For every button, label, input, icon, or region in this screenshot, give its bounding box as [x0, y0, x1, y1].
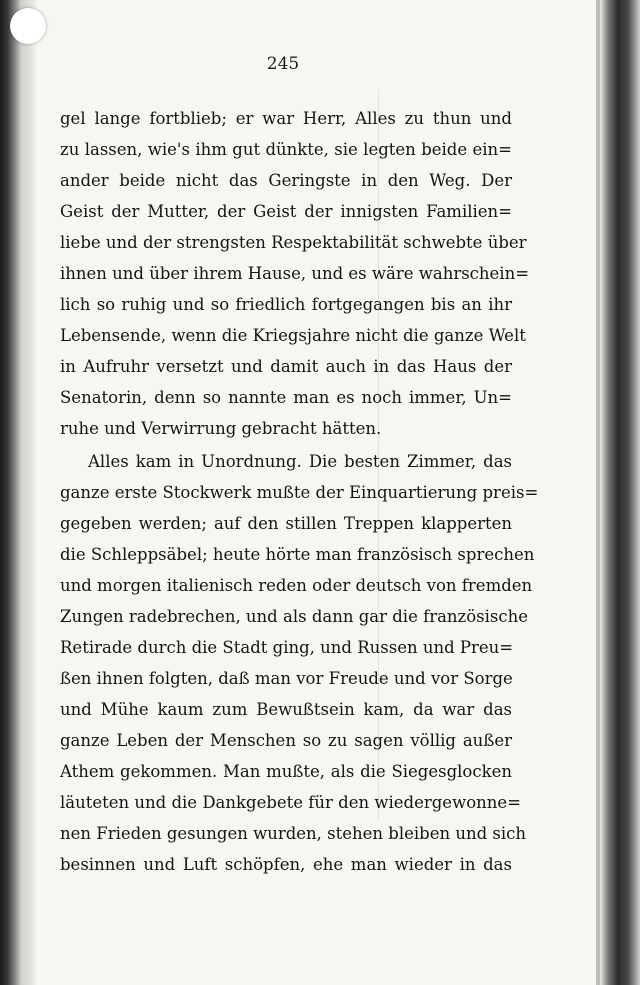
text-line: Retirade durch die Stadt ging, und Russen und Preu= — [60, 638, 514, 657]
scan-border-left-shade — [22, 0, 36, 985]
text-line: die Schleppsäbel; heute hörte man französisch sprechen — [60, 545, 535, 564]
text-line: Geist der Mutter, der Geist der innigsten Familien= — [60, 202, 512, 221]
text-line: gel lange fortblieb; er war Herr, Alles zu thun und — [60, 109, 512, 128]
scan-border-right — [600, 0, 640, 985]
body-text — [60, 103, 539, 880]
text-line: zu lassen, wie's ihm gut dünkte, sie legten beide ein= — [60, 140, 512, 159]
text-line: ßen ihnen folgten, daß man vor Freude und vor Sorge — [60, 669, 513, 688]
text-line: in Aufruhr versetzt und damit auch in das Haus der — [60, 357, 512, 376]
text-line: Senatorin, denn so nannte man es noch immer, Un= — [60, 388, 512, 407]
paragraph-end-line: ruhe und Verwirrung gebracht hätten. — [60, 419, 382, 438]
text-line: läuteten und die Dankgebete für den wiedergewonne= — [60, 793, 521, 812]
text-line: ganze erste Stockwerk mußte der Einquartierung preis= — [60, 483, 539, 502]
scan-border-left — [0, 0, 22, 985]
text-line: ihnen und über ihrem Hause, und es wäre wahrschein= — [60, 264, 530, 283]
text-line: gegeben werden; auf den stillen Treppen klapperten — [60, 514, 512, 533]
text-line: ganze Leben der Menschen so zu sagen völlig außer — [60, 731, 512, 750]
text-line: ander beide nicht das Geringste in den Weg. Der — [60, 171, 512, 190]
text-line: liebe und der strengsten Respektabilität schwebte über — [60, 233, 527, 252]
text-line: Lebensende, wenn die Kriegsjahre nicht die ganze Welt — [60, 326, 526, 345]
text-line: und morgen italienisch reden oder deutsch von fremden — [60, 576, 533, 595]
text-line: besinnen und Luft schöpfen, ehe man wieder in das — [60, 855, 512, 874]
punch-hole — [10, 8, 46, 44]
text-line: und Mühe kaum zum Bewußtsein kam, da war das — [60, 700, 512, 719]
text-line: lich so ruhig und so friedlich fortgegangen bis an ihr — [60, 295, 512, 314]
page-number: 245 — [266, 54, 300, 74]
paragraph-start-line: Alles kam in Unordnung. Die besten Zimmer, das — [88, 452, 512, 471]
text-line: Athem gekommen. Man mußte, als die Siegesglocken — [60, 762, 512, 781]
text-line: nen Frieden gesungen wurden, stehen bleiben und sich — [60, 824, 527, 843]
text-line: Zungen radebrechen, und als dann gar die französische — [60, 607, 529, 626]
